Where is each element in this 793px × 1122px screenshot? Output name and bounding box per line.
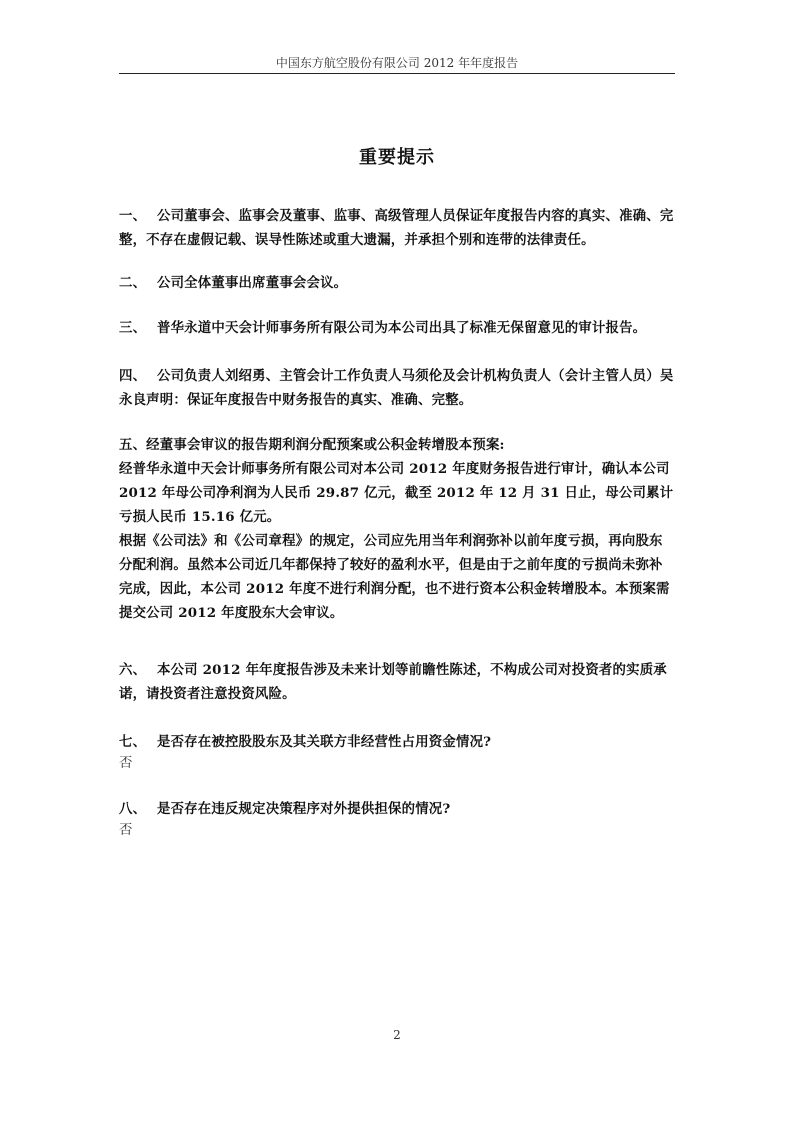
notice-item-2 bbox=[119, 271, 675, 295]
item-text: 本公司 2012 年年度报告涉及未来计划等前瞻性陈述，不构成公司对投资者的实质承诺，请投资者注意投资风险。 bbox=[119, 662, 667, 702]
item-text: 是否存在违反规定决策程序对外提供担保的情况? bbox=[157, 801, 451, 817]
item-number: 四、 bbox=[119, 368, 147, 384]
item-text: 公司负责人刘绍勇、主管会计工作负责人马须伦及会计机构负责人（会计主管人员）吴永良声明：保证年度报告中财务报告的真实、准确、完整。 bbox=[119, 368, 674, 408]
item-number: 七、 bbox=[119, 734, 147, 750]
item-number: 一、 bbox=[119, 208, 147, 224]
page-header: 中国东方航空股份有限公司 2012 年年度报告 bbox=[275, 56, 519, 70]
item-text: 公司全体董事出席董事会会议。 bbox=[157, 275, 348, 291]
item-number: 二、 bbox=[119, 275, 147, 291]
item-text: 公司董事会、监事会及董事、监事、高级管理人员保证年度报告内容的真实、准确、完整，不存在虚假记载、误导性陈述或重大遗漏，并承担个别和连带的法律责任。 bbox=[119, 208, 674, 248]
item-text: 普华永道中天会计师事务所有限公司为本公司出具了标准无保留意见的审计报告。 bbox=[157, 320, 647, 336]
notice-item-4 bbox=[119, 364, 675, 412]
item-number: 六、 bbox=[119, 662, 147, 678]
page-number: 2 bbox=[393, 1028, 401, 1042]
item-heading: 五、经董事会审议的报告期利润分配预案或公积金转增股本预案: bbox=[119, 437, 505, 453]
item-text: 是否存在被控股股东及其关联方非经营性占用资金情况? bbox=[157, 734, 492, 750]
item-text: 根据《公司法》和《公司章程》的规定，公司应先用当年利润弥补以前年度亏损，再向股东分配利润。虽然本公司近几年都保持了较好的盈利水平，但是由于之前年度的亏损尚未弥补完成，因此，本公司 2012 年度不进行利润分配，也不进行资本公积金转增股本。本预案需提交公司 2012 年度股东大会审议。 bbox=[119, 533, 670, 621]
item-answer: 否 bbox=[119, 756, 133, 771]
notice-item-3 bbox=[119, 316, 675, 340]
item-text: 经普华永道中天会计师事务所有限公司对本公司 2012 年度财务报告进行审计，确认本公司 2012 年母公司净利润为人民币 29.87 亿元，截至 2012 年 12 月 31 日止，母公司累计亏损人民币 15.16 亿元。 bbox=[119, 461, 674, 525]
header-divider bbox=[119, 73, 675, 74]
page-title: 重要提示 bbox=[359, 147, 435, 168]
notice-item-6 bbox=[119, 658, 675, 706]
item-number: 八、 bbox=[119, 801, 147, 817]
notice-item-7 bbox=[119, 730, 675, 754]
notice-item-1 bbox=[119, 204, 675, 252]
notice-item-5 bbox=[119, 433, 675, 625]
item-answer: 否 bbox=[119, 823, 133, 838]
item-number: 三、 bbox=[119, 320, 147, 336]
notice-item-8 bbox=[119, 797, 675, 821]
